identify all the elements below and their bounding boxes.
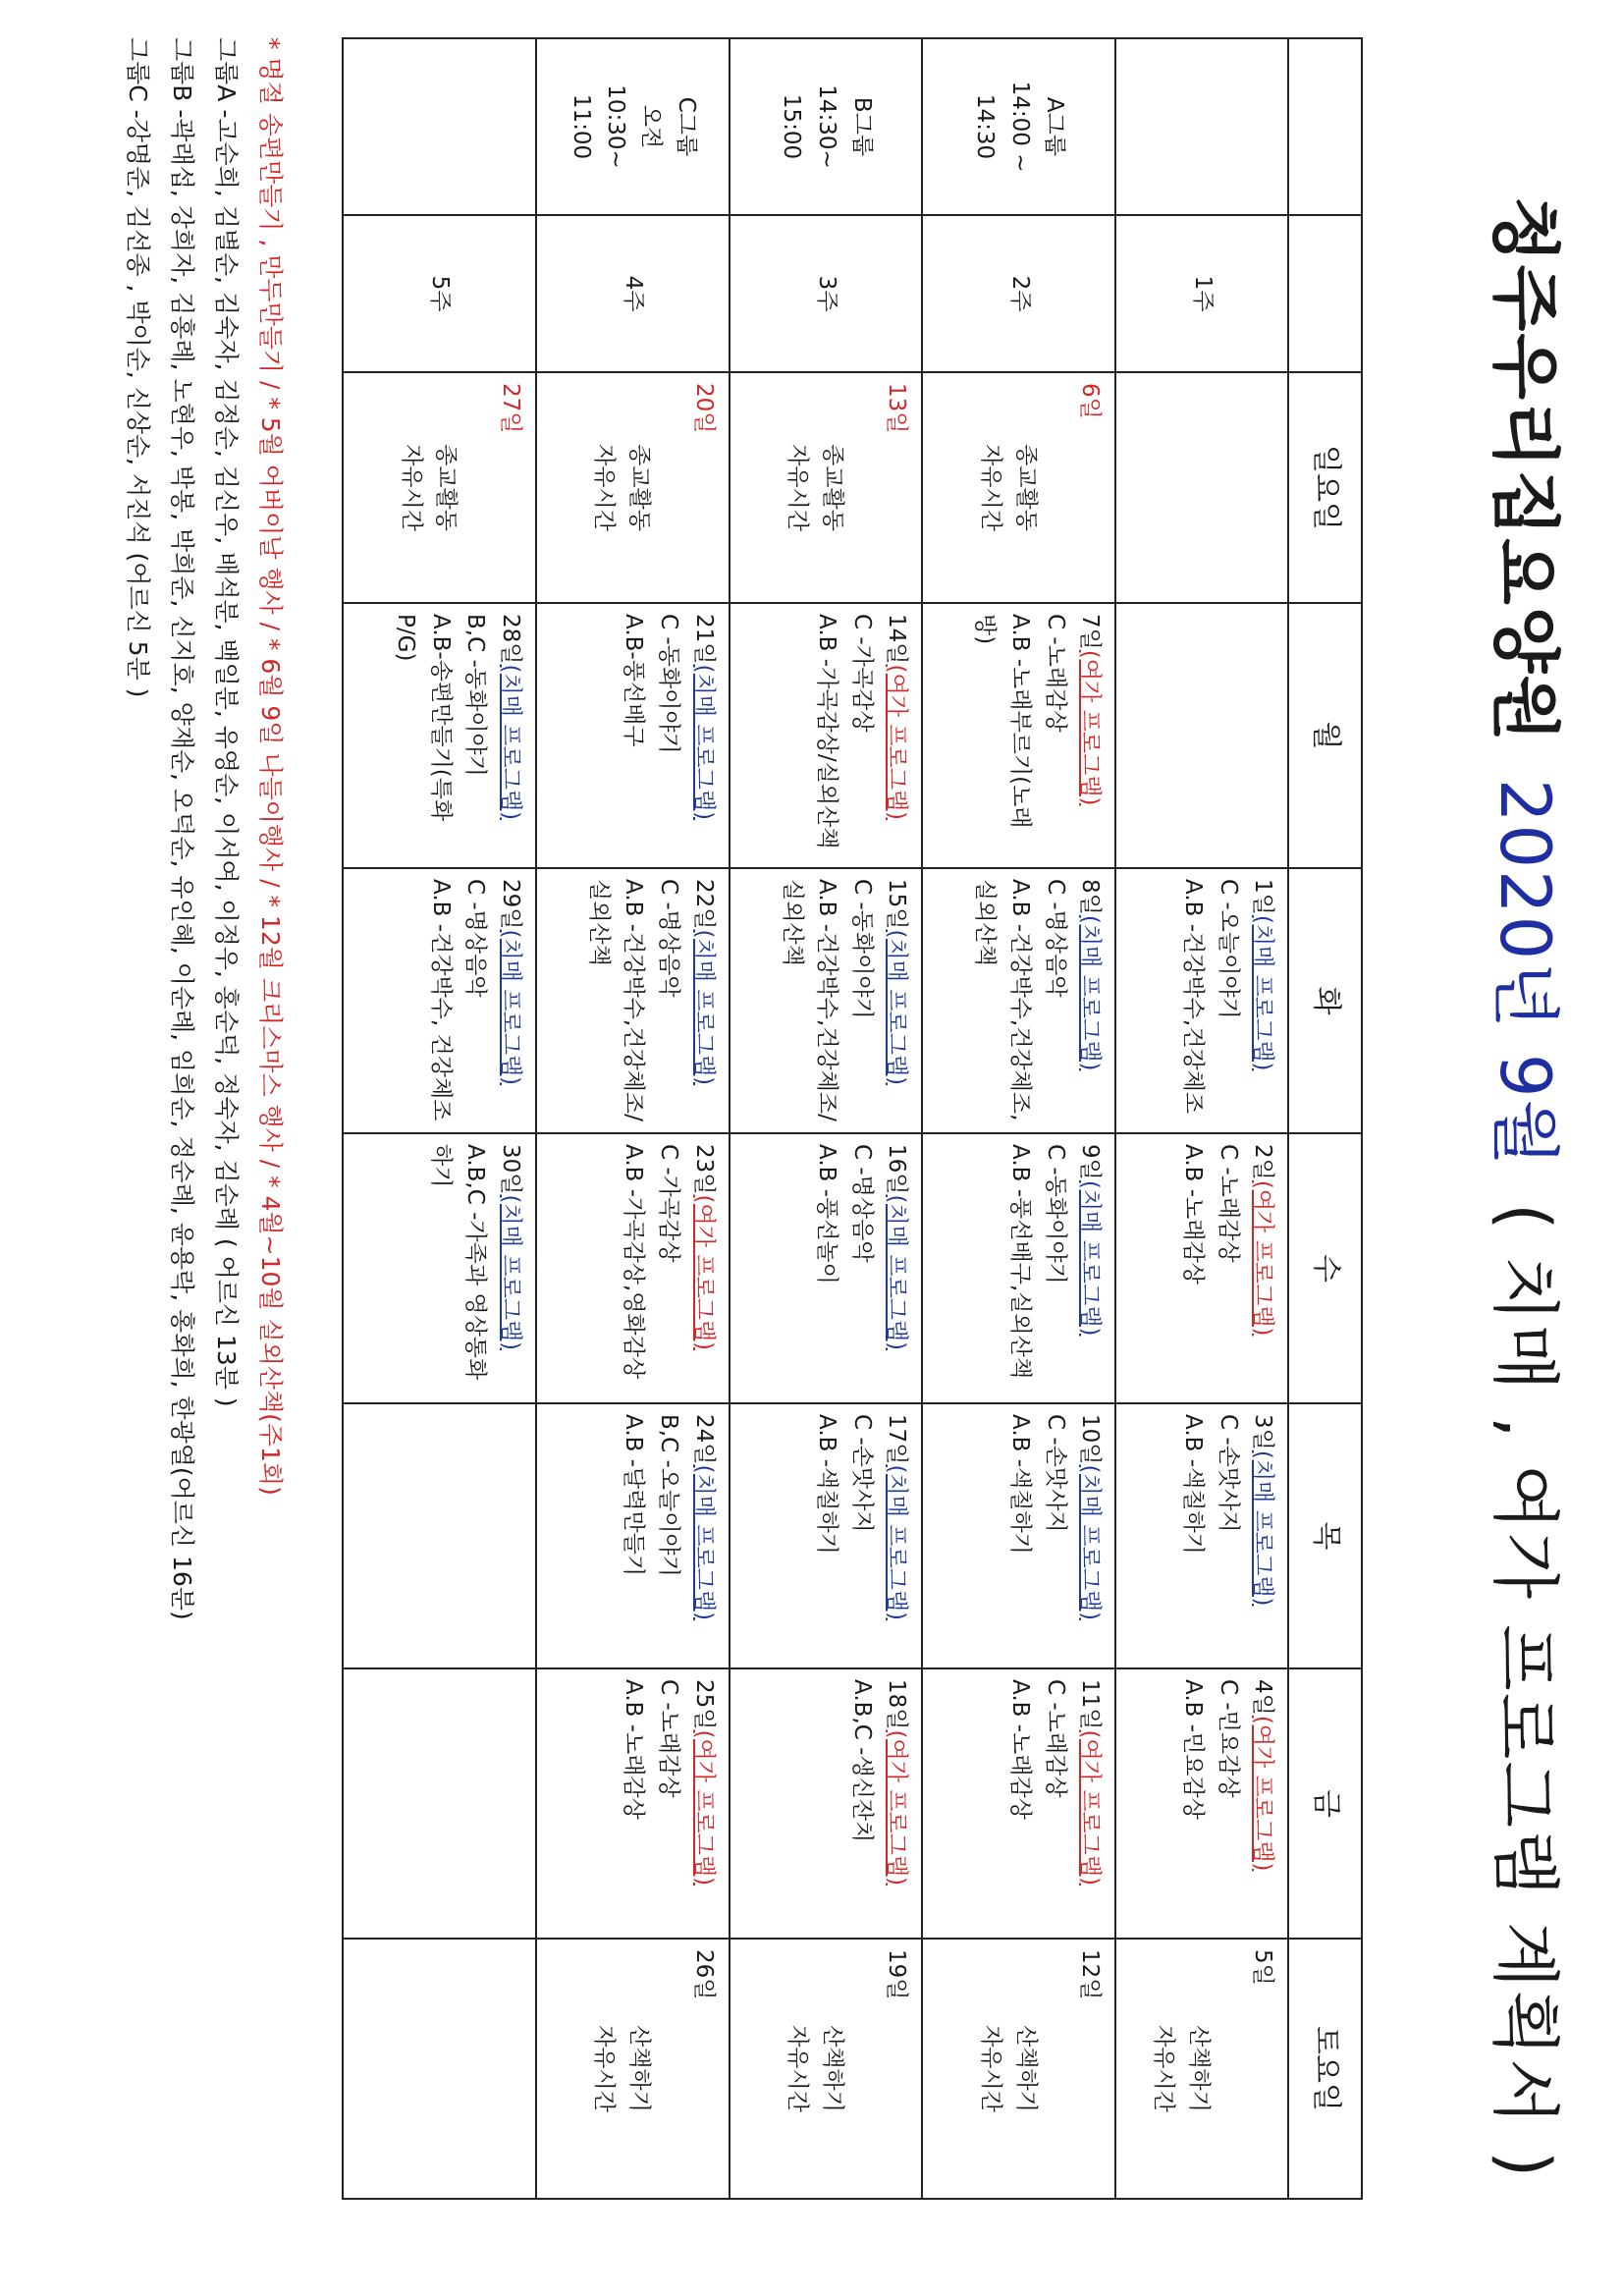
week-label: 2주 [922, 215, 1115, 372]
activity-line: C -명상음악 [848, 1144, 875, 1263]
day-heading [685, 1414, 721, 1658]
day-cell-monday [536, 603, 730, 868]
activity-line: C -명상음악 [656, 879, 682, 998]
day-cell-monday [1115, 603, 1288, 868]
day-heading [879, 1414, 914, 1658]
day-heading [685, 1679, 721, 1928]
dementia-program-tag: (치매 프로그램) [1077, 1179, 1104, 1337]
day-date: 21일 [690, 614, 717, 665]
day-cell-saturday [1115, 1939, 1288, 2199]
day-heading [879, 1144, 914, 1393]
activity-line: 산책하기 [1012, 2025, 1039, 2112]
activity-line: A.B,C -가족과 영상통화하기 [427, 1144, 489, 1381]
day-date: 1일 [1250, 879, 1276, 915]
day-date: 6일 [1077, 383, 1104, 419]
day-heading [1072, 879, 1108, 1122]
week-label: 4주 [536, 215, 730, 372]
day-date: 12일 [1077, 1949, 1104, 2000]
day-heading [1072, 614, 1108, 857]
activity-line: C -손맛사지 [1215, 1414, 1241, 1533]
activity-line: C -손맛사지 [1042, 1414, 1068, 1533]
day-cell-monday [343, 603, 536, 868]
leisure-program-tag: (여가 프로그램) [1250, 1715, 1276, 1872]
day-cell-friday [1115, 1668, 1288, 1939]
day-heading [1245, 1414, 1280, 1658]
activity-line: A.B -가곡감상,영화감상 [621, 1144, 647, 1380]
day-heading [1072, 1949, 1108, 2188]
day-header-monday: 월 [1288, 603, 1362, 868]
page-title [1466, 196, 1584, 2180]
day-date: 17일 [884, 1414, 910, 1465]
day-cell-sunday [343, 372, 536, 603]
activity-line: A.B -색칠하기 [1007, 1414, 1034, 1555]
week-rows [343, 38, 1288, 2199]
day-cell-wednesday [536, 1133, 730, 1403]
day-cell-tuesday [730, 868, 923, 1133]
day-date: 3일 [1250, 1414, 1276, 1450]
activity-line: A.B -건강박수,건강체조 [1180, 879, 1207, 1115]
activity-line: 종교활동 [433, 444, 460, 531]
activity-line: A.B -건강박수,건강체조/실외산책 [585, 879, 647, 1121]
header-row [1288, 38, 1362, 2199]
activity-line: B,C -오늘이야기 [656, 1414, 682, 1577]
day-cell-tuesday [343, 868, 536, 1133]
day-date: 4일 [1250, 1679, 1276, 1716]
day-date: 8일 [1077, 879, 1104, 915]
day-heading [492, 879, 527, 1122]
title-subtitle: ( 치매 , 여가 프로그램 계획서 ) [1485, 1203, 1565, 2180]
activity-line: C -동화이야기 [656, 614, 682, 754]
day-cell-sunday [536, 372, 730, 603]
day-header-saturday: 토요일 [1288, 1939, 1362, 2199]
activity-line: 자유시간 [978, 2025, 1004, 2112]
group-name: A그룹 [1042, 96, 1068, 157]
activity-line: A.B-송편만들기(특화P/G) [392, 614, 454, 822]
day-date: 29일 [497, 879, 523, 930]
group-c-cell [536, 38, 730, 215]
dementia-program-tag: (치매 프로그램) [1250, 914, 1276, 1071]
day-heading [879, 1949, 914, 2188]
group-empty-cell [343, 38, 536, 215]
activity-line: C -가곡감상 [656, 1144, 682, 1263]
dementia-program-tag: (치매 프로그램) [497, 664, 523, 821]
day-date: 28일 [497, 614, 523, 665]
activity-line: 자유시간 [784, 444, 811, 531]
day-cell-wednesday [730, 1133, 923, 1403]
day-heading [492, 1144, 527, 1393]
week-label: 3주 [730, 215, 923, 372]
activity-line: C -손맛사지 [848, 1414, 875, 1533]
activity-line: A.B-풍선배구 [621, 614, 647, 747]
notes-group-a: 그룹A -고순희, 김별순, 김숙자, 김정순, 김신우, 배석분, 백일분, 유영순, 이서여, 이정우, 홍순덕, 정숙자, 김순례 ( 어르신 13분 ) [212, 37, 241, 1407]
day-cell-thursday [536, 1403, 730, 1668]
day-heading [1245, 1679, 1280, 1928]
day-date: 7일 [1077, 614, 1104, 650]
day-heading [685, 614, 721, 857]
activity-line: A.B -색칠하기 [814, 1414, 840, 1555]
group-b-cell [730, 38, 923, 215]
day-date: 11일 [1077, 1679, 1104, 1730]
day-date: 23일 [690, 1144, 717, 1195]
leisure-program-tag: (여가 프로그램) [1077, 1729, 1104, 1886]
title-institution: 청주우리집요양원 [1485, 196, 1565, 743]
day-date: 16일 [884, 1144, 910, 1195]
group-period: 오전 [637, 104, 664, 149]
dementia-program-tag: (치매 프로그램) [690, 929, 717, 1086]
week-row [343, 38, 536, 2199]
day-heading [879, 879, 914, 1122]
day-heading [492, 614, 527, 857]
day-cell-saturday [922, 1939, 1115, 2199]
dementia-program-tag: (치매 프로그램) [690, 1464, 717, 1621]
day-date: 15일 [884, 879, 910, 930]
day-heading [1245, 1949, 1280, 2188]
day-heading [1245, 879, 1280, 1122]
program-calendar-table [342, 37, 1363, 2200]
group-time: 10:30~ 11:00 [568, 84, 629, 169]
activity-line: A.B -민요감상 [1180, 1679, 1207, 1820]
day-heading [685, 879, 721, 1122]
title-year-month: 2020년 9월 [1485, 778, 1565, 1169]
day-date: 19일 [884, 1949, 910, 2000]
day-cell-thursday [922, 1403, 1115, 1668]
activity-line: C -노래감상 [1215, 1144, 1241, 1263]
leisure-program-tag: (여가 프로그램) [884, 1729, 910, 1886]
group-empty-cell [1115, 38, 1288, 215]
day-heading [1072, 1414, 1108, 1658]
day-heading [879, 383, 914, 592]
dementia-program-tag: (치매 프로그램) [690, 664, 717, 821]
dementia-program-tag: (치매 프로그램) [497, 1194, 523, 1351]
day-cell-tuesday [1115, 868, 1288, 1133]
dementia-program-tag: (치매 프로그램) [1077, 1464, 1104, 1621]
day-cell-saturday [730, 1939, 923, 2199]
group-a-cell [922, 38, 1115, 215]
week-row [1115, 38, 1288, 2199]
notes-section [116, 37, 293, 2257]
day-date: 13일 [884, 383, 910, 434]
activity-line: A.B -색칠하기 [1180, 1414, 1207, 1555]
day-cell-saturday [536, 1939, 730, 2199]
group-name: B그룹 [848, 96, 875, 157]
day-cell-wednesday [922, 1133, 1115, 1403]
activity-line: B,C -동화이야기 [462, 614, 489, 777]
day-date: 20일 [690, 383, 717, 434]
activity-line: A.B -달력만들기 [621, 1414, 647, 1577]
leisure-program-tag: (여가 프로그램) [1250, 1179, 1276, 1337]
day-heading [1072, 1679, 1108, 1928]
day-heading [685, 383, 721, 592]
day-cell-monday [922, 603, 1115, 868]
activity-line: 자유시간 [591, 444, 618, 531]
day-date: 26일 [690, 1949, 717, 2000]
activity-line: A.B,C -생신잔치 [848, 1679, 875, 1843]
week-row [730, 38, 923, 2199]
day-cell-friday [536, 1668, 730, 1939]
week-label: 5주 [343, 215, 536, 372]
day-date: 27일 [497, 383, 523, 434]
day-date: 22일 [690, 879, 717, 930]
activity-line: 자유시간 [1151, 2025, 1177, 2112]
day-date: 5일 [1250, 1949, 1276, 1986]
activity-line: A.B -가곡감상/실외산책 [814, 614, 840, 849]
day-cell-friday [343, 1668, 536, 1939]
activity-line: 자유시간 [591, 2025, 618, 2112]
activity-line: 자유시간 [398, 444, 424, 531]
group-name: C그룹 [673, 96, 699, 157]
leisure-program-tag: (여가 프로그램) [690, 1729, 717, 1886]
day-header-tuesday: 화 [1288, 868, 1362, 1133]
day-heading [1245, 1144, 1280, 1393]
activity-line: A.B -건강박수,건강체조,실외산책 [972, 879, 1034, 1121]
activity-line: A.B -노래감상 [621, 1679, 647, 1820]
notes-group-b: 그룹B -곽래섭, 강희자, 김홍례, 노현우, 박봉, 박희준, 신지호, 양재순, 오덕순, 유인혜, 이순례, 임희순, 정순례, 윤용락, 홍화희, 한광열(어르신 16분) [168, 37, 196, 1620]
day-date: 18일 [884, 1679, 910, 1730]
day-cell-wednesday [343, 1133, 536, 1403]
day-heading [1072, 1144, 1108, 1393]
activity-line: C -노래감상 [1042, 1679, 1068, 1798]
day-header-friday: 금 [1288, 1668, 1362, 1939]
day-cell-sunday [922, 372, 1115, 603]
day-cell-friday [922, 1668, 1115, 1939]
activity-line: C -동화이야기 [1042, 1144, 1068, 1285]
activity-line: C -민요감상 [1215, 1679, 1241, 1798]
activity-line: 산책하기 [1185, 2025, 1212, 2112]
activity-line: 종교활동 [1012, 444, 1039, 531]
dementia-program-tag: (치매 프로그램) [1250, 1449, 1276, 1607]
day-cell-thursday [730, 1403, 923, 1668]
notes-group-c: 그룹C -강명준, 김선종 , 박이순, 신상순, 서진석 (어르신 5분 ) [124, 37, 152, 698]
activity-line: C -오늘이야기 [1215, 879, 1241, 1019]
activity-line: 자유시간 [978, 444, 1004, 531]
day-cell-thursday [1115, 1403, 1288, 1668]
activity-line: C -명상음악 [462, 879, 489, 998]
day-heading [1072, 383, 1108, 592]
activity-line: C -가곡감상 [848, 614, 875, 733]
activity-line: 자유시간 [784, 2025, 811, 2112]
day-date: 25일 [690, 1679, 717, 1730]
dementia-program-tag: (치매 프로그램) [1077, 914, 1104, 1071]
day-date: 30일 [497, 1144, 523, 1195]
activity-line: C -노래감상 [656, 1679, 682, 1798]
dementia-program-tag: (치매 프로그램) [884, 1194, 910, 1351]
day-cell-wednesday [1115, 1133, 1288, 1403]
day-cell-tuesday [536, 868, 730, 1133]
dementia-program-tag: (치매 프로그램) [884, 929, 910, 1086]
activity-line: C -동화이야기 [848, 879, 875, 1019]
activity-line: A.B -풍선놀이 [814, 1144, 840, 1285]
day-heading [879, 614, 914, 857]
activity-line: A.B -건강박수,건강체조/실외산책 [779, 879, 840, 1121]
activity-line: 산책하기 [626, 2025, 653, 2112]
activity-line: 종교활동 [626, 444, 653, 531]
activity-line: A.B -노래감상 [1180, 1144, 1207, 1285]
dementia-program-tag: (치매 프로그램) [884, 1464, 910, 1621]
day-header-thursday: 목 [1288, 1403, 1362, 1668]
day-header-wednesday: 수 [1288, 1133, 1362, 1403]
day-cell-sunday [1115, 372, 1288, 603]
activity-line: A.B -노래감상 [1007, 1679, 1034, 1820]
day-date: 10일 [1077, 1414, 1104, 1465]
leisure-program-tag: (여가 프로그램) [690, 1194, 717, 1351]
day-header-sunday: 일요일 [1288, 372, 1362, 603]
day-cell-tuesday [922, 868, 1115, 1133]
group-time: 14:00 ~ 14:30 [972, 81, 1033, 173]
day-date: 24일 [690, 1414, 717, 1465]
leisure-program-tag: (여가 프로그램) [884, 664, 910, 821]
activity-line: 산책하기 [819, 2025, 845, 2112]
day-cell-friday [730, 1668, 923, 1939]
week-header-cell [1288, 215, 1362, 372]
day-cell-thursday [343, 1403, 536, 1668]
week-row [922, 38, 1115, 2199]
day-heading [685, 1144, 721, 1393]
week-row [536, 38, 730, 2199]
activity-line: C -명상음악 [1042, 879, 1068, 998]
leisure-program-tag: (여가 프로그램) [1077, 649, 1104, 806]
week-label: 1주 [1115, 215, 1288, 372]
activity-line: C -노래감상 [1042, 614, 1068, 733]
day-heading [685, 1949, 721, 2188]
day-date: 9일 [1077, 1144, 1104, 1180]
day-date: 2일 [1250, 1144, 1276, 1180]
group-header-cell [1288, 38, 1362, 215]
day-cell-saturday [343, 1939, 536, 2199]
day-cell-sunday [730, 372, 923, 603]
activity-line: 종교활동 [819, 444, 845, 531]
notes-events: * 명절 송편만들기 , 만두만들기 / * 5월 어버이날 행사 / * 6월 9일 나들이행사 / * 12월 크리스마스 행사 / * 4월~10월 실외산책(주1회) [256, 37, 285, 1496]
dementia-program-tag: (치매 프로그램) [497, 929, 523, 1086]
activity-line: A.B -건강박수, 건강체조 [427, 879, 454, 1121]
group-time: 14:30~ 15:00 [779, 84, 839, 169]
activity-line: A.B -노래부르기(노래방) [972, 614, 1034, 829]
day-heading [492, 383, 527, 592]
day-heading [879, 1679, 914, 1928]
activity-line: A.B -풍선배구,실외산책 [1007, 1144, 1034, 1380]
day-date: 14일 [884, 614, 910, 665]
day-cell-monday [730, 603, 923, 868]
